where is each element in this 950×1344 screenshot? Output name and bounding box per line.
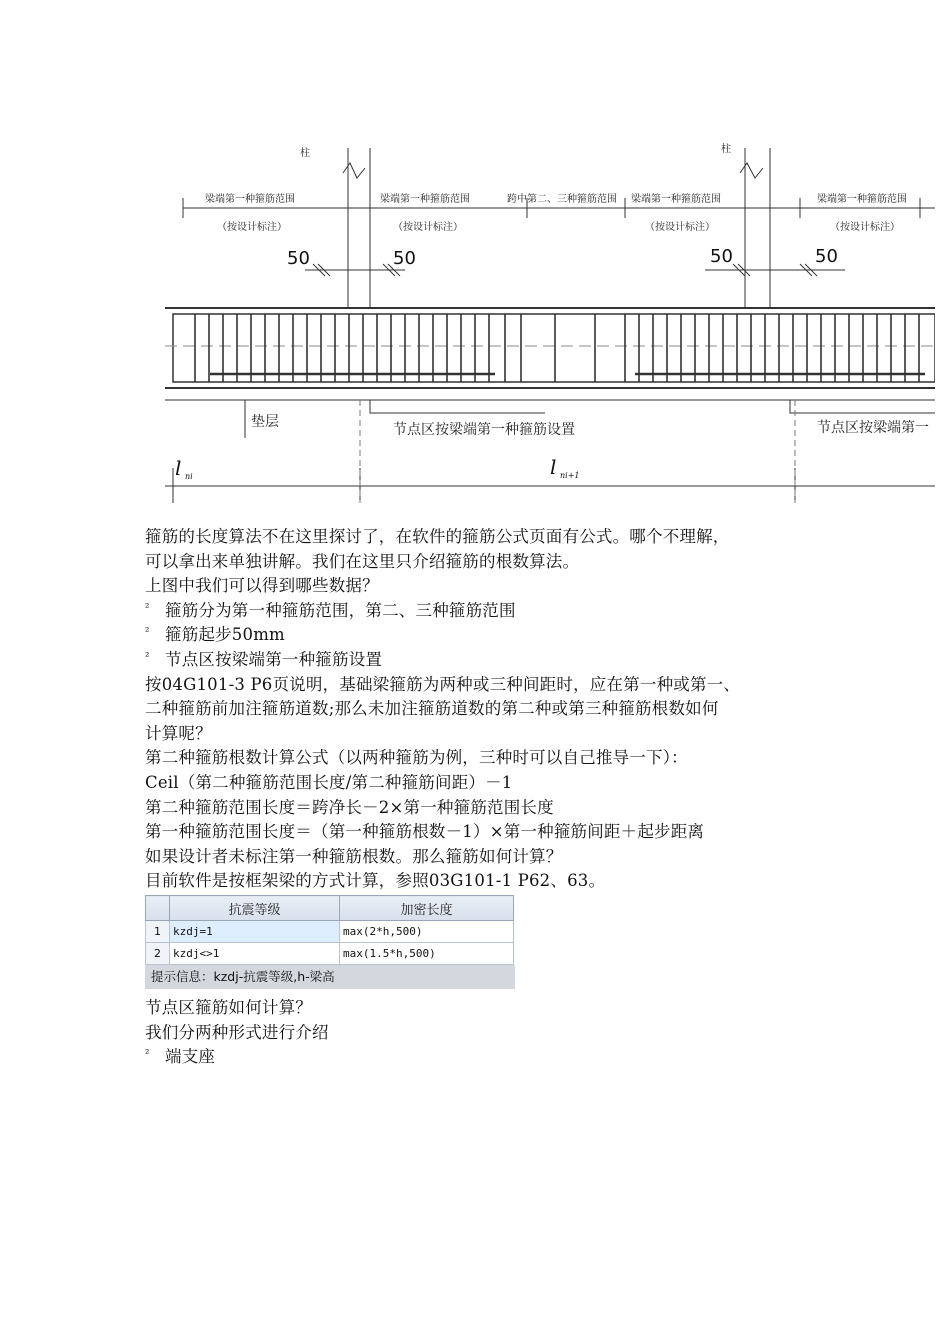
dim-50-c: 50 <box>710 246 733 267</box>
line-text: 节点区按梁端第一种箍筋设置 <box>165 649 383 669</box>
bullet-marker: ² <box>145 649 150 663</box>
header-seismic-grade: 抗震等级 <box>170 896 340 921</box>
text-line <box>145 1021 825 1046</box>
bullet-item <box>145 623 825 648</box>
line-text: 二种箍筋前加注箍筋道数;那么未加注箍筋道数的第二种或第三种箍筋根数如何 <box>145 699 719 719</box>
span-left-label: l <box>175 456 182 480</box>
zone2-note: （按设计标注） <box>393 222 463 233</box>
line-text: 上图中我们可以得到哪些数据？ <box>145 576 379 596</box>
zone3-label: 梁端第一种箍筋范围 <box>631 194 721 205</box>
bullet-marker: ² <box>145 600 150 614</box>
tip-info: 提示信息：kzdj-抗震等级,h-梁高 <box>145 965 515 989</box>
condition-cell[interactable]: kzdj=1 <box>170 921 340 943</box>
line-text: 第一种箍筋范围长度＝（第一种箍筋根数－1）×第一种箍筋间距＋起步距离 <box>145 822 705 842</box>
zone-mid-label: 跨中第二、三种箍筋范围 <box>507 194 617 205</box>
text-line <box>145 869 825 894</box>
line-text: 按04G101-3 P6页说明，基础梁箍筋为两种或三种间距时，应在第一种或第一、 <box>145 674 741 694</box>
header-densify-length: 加密长度 <box>340 896 514 921</box>
body-text-bottom <box>145 996 825 1070</box>
bullet-item <box>145 1045 825 1070</box>
text-line <box>145 820 825 845</box>
zone1-note: （按设计标注） <box>217 222 287 233</box>
zone4-note: （按设计标注） <box>830 222 900 233</box>
text-line <box>145 771 825 796</box>
bullet-marker: ² <box>145 625 150 639</box>
line-text: 第二种箍筋范围长度＝跨净长－2×第一种箍筋范围长度 <box>145 797 554 817</box>
line-text: 第二种箍筋根数计算公式（以两种箍筋为例，三种时可以自己推导一下）： <box>145 748 688 768</box>
line-text: Ceil（第二种箍筋范围长度/第二种箍筋间距）－1 <box>145 772 513 792</box>
span-right-sub: ni+1 <box>560 471 580 480</box>
line-text: 目前软件是按框架梁的方式计算，参照03G101-1 P62、63。 <box>145 871 606 891</box>
line-text: 箍筋的长度算法不在这里探讨了，在软件的箍筋公式页面有公式。哪个不理解， <box>145 527 730 546</box>
value-cell[interactable]: max(2*h,500) <box>340 921 514 943</box>
zone1-label: 梁端第一种箍筋范围 <box>205 194 295 205</box>
cushion-label: 垫层 <box>251 414 279 430</box>
line-text: 如果设计者未标注第一种箍筋根数。那么箍筋如何计算？ <box>145 846 563 866</box>
line-text: 可以拿出来单独讲解。我们在这里只介绍箍筋的根数算法。 <box>145 551 580 571</box>
zone2-label: 梁端第一种箍筋范围 <box>380 194 470 205</box>
text-line <box>145 550 825 575</box>
text-line <box>145 525 825 550</box>
bullet-item <box>145 599 825 624</box>
bullet-item <box>145 648 825 673</box>
zone4-label: 梁端第一种箍筋范围 <box>817 194 907 205</box>
setting-table <box>145 895 515 991</box>
stirrup-diagram <box>165 138 935 520</box>
zone3-note: （按设计标注） <box>645 222 715 233</box>
dim-50-d: 50 <box>815 246 838 267</box>
text-line <box>145 673 825 698</box>
line-text: 计算呢？ <box>145 723 212 743</box>
dim-50-b: 50 <box>393 248 416 269</box>
line-text: 我们分两种形式进行介绍 <box>145 1022 329 1042</box>
dim-50-a: 50 <box>287 248 310 269</box>
line-text: 箍筋起步50mm <box>165 625 285 645</box>
condition-cell[interactable]: kzdj<>1 <box>170 943 340 965</box>
text-line <box>145 746 825 771</box>
row-number: 2 <box>146 943 170 965</box>
text-line <box>145 574 825 599</box>
table-row[interactable] <box>146 943 514 965</box>
row-number: 1 <box>146 921 170 943</box>
column-label-left: 柱 <box>300 148 310 159</box>
node-note-1: 节点区按梁端第一种箍筋设置 <box>393 422 575 438</box>
text-line <box>145 796 825 821</box>
span-right-label: l <box>550 455 557 479</box>
node-note-2: 节点区按梁端第一 <box>817 420 929 436</box>
densify-length-table <box>145 895 514 965</box>
column-label-right: 柱 <box>721 144 731 155</box>
header-index <box>146 896 170 921</box>
bullet-marker: ² <box>145 1047 150 1061</box>
body-text-top <box>145 525 825 894</box>
text-line <box>145 697 825 722</box>
table-header-row <box>146 896 514 921</box>
line-text: 端支座 <box>165 1047 216 1067</box>
table-row[interactable] <box>146 921 514 943</box>
text-line <box>145 996 825 1021</box>
line-text: 箍筋分为第一种箍筋范围，第二、三种箍筋范围 <box>165 600 516 620</box>
line-text: 节点区箍筋如何计算？ <box>145 998 312 1017</box>
text-line <box>145 845 825 870</box>
span-left-sub: ni <box>185 472 193 481</box>
value-cell[interactable]: max(1.5*h,500) <box>340 943 514 965</box>
text-line <box>145 722 825 747</box>
